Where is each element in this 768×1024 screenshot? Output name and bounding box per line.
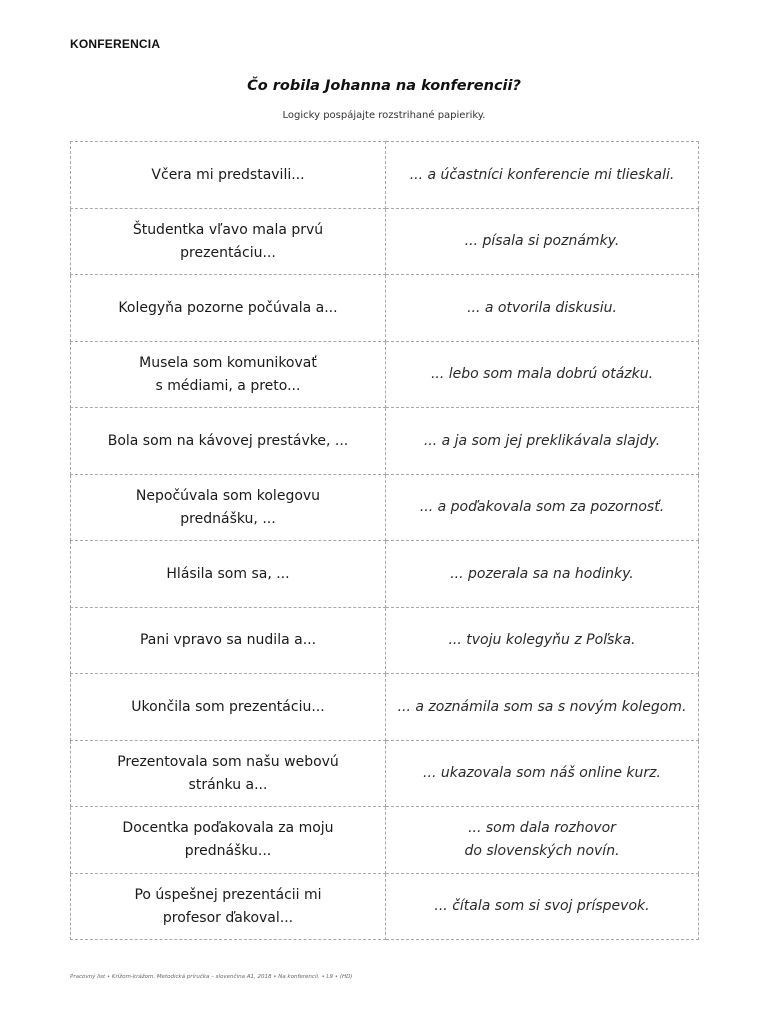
card-text-line: s médiami, a preto... xyxy=(155,377,301,394)
card-text-line: ... ukazovala som náš online kurz. xyxy=(423,765,661,781)
card-text-line: prezentáciu... xyxy=(180,244,276,261)
card-text-line: prednášku... xyxy=(184,843,272,859)
card-text-line: ... tvoju kolegyňu z Poľska. xyxy=(448,632,636,648)
sentence-start-card xyxy=(71,342,386,408)
sentence-start-card xyxy=(71,275,386,342)
cut-out-cards-table xyxy=(70,141,699,940)
section-label: KONFERENCIA xyxy=(70,37,161,51)
sentence-end-card xyxy=(386,541,699,608)
card-text-line: ... a zoznámila som sa s novým kolegom. xyxy=(397,698,687,715)
sentence-start-card xyxy=(71,209,386,275)
card-text-line: ... lebo som mala dobrú otázku. xyxy=(430,366,654,382)
card-text-line: Hlásila som sa, ... xyxy=(166,565,290,582)
card-text-line: stránku a... xyxy=(188,776,268,793)
sentence-end-card xyxy=(386,874,699,940)
sentence-start-card xyxy=(71,142,386,209)
card-text-line: Pani vpravo sa nudila a... xyxy=(139,632,317,648)
card-row xyxy=(71,209,699,275)
sentence-end-card xyxy=(386,142,699,209)
sentence-start-card xyxy=(71,608,386,674)
sentence-start-card xyxy=(71,741,386,807)
card-text-line: ... a účastníci konferencie mi tlieskali. xyxy=(409,166,675,183)
card-text-line: Po úspešnej prezentácii mi xyxy=(134,886,322,903)
card-text-line: prednášku, ... xyxy=(180,510,276,527)
sentence-end-card xyxy=(386,741,699,807)
card-text-line: ... pozerala sa na hodinky. xyxy=(450,565,634,582)
card-text-line: ... a poďakovala som za pozornosť. xyxy=(419,499,665,515)
sentence-end-card xyxy=(386,674,699,741)
card-text-line: ... som dala rozhovor xyxy=(468,820,616,836)
card-text-line: ... a otvorila diskusiu. xyxy=(467,299,617,316)
card-row xyxy=(71,674,699,741)
sentence-start-card xyxy=(71,408,386,475)
sentence-end-card xyxy=(386,408,699,475)
card-text-line: do slovenských novín. xyxy=(464,843,620,859)
card-row xyxy=(71,475,699,541)
card-text-line: Včera mi predstavili... xyxy=(151,166,305,183)
card-text-line: ... a ja som jej preklikávala slajdy. xyxy=(423,432,661,449)
sentence-end-card xyxy=(386,209,699,275)
worksheet-instruction: Logicky pospájajte rozstrihané papieriky. xyxy=(282,110,486,121)
sentence-start-card xyxy=(71,674,386,741)
card-text-line: Nepočúvala som kolegovu xyxy=(135,487,321,504)
card-text-line: Kolegyňa pozorne počúvala a... xyxy=(118,299,338,316)
card-text-line: ... čítala som si svoj príspevok. xyxy=(434,898,650,914)
card-text-line: Musela som komunikovať xyxy=(139,354,317,371)
card-text-line: Ukončila som prezentáciu... xyxy=(131,698,325,715)
card-row xyxy=(71,608,699,674)
sentence-end-card xyxy=(386,275,699,342)
card-row xyxy=(71,807,699,874)
sentence-start-card xyxy=(71,807,386,874)
card-row xyxy=(71,541,699,608)
card-text-line: Prezentovala som našu webovú xyxy=(117,753,339,770)
card-text-line: Študentka vľavo mala prvú xyxy=(132,221,324,238)
card-row xyxy=(71,741,699,807)
sentence-end-card xyxy=(386,475,699,541)
sentence-start-card xyxy=(71,475,386,541)
card-text-line: profesor ďakoval... xyxy=(162,909,294,926)
footer-credit: Pracovný list • Krížom-krážom. Metodická príručka – slovenčina A1, 2018 • Na konferencii. • L9 • (HD) xyxy=(70,974,353,980)
card-text-line: Bola som na kávovej prestávke, ... xyxy=(107,432,349,449)
sentence-end-card xyxy=(386,807,699,874)
worksheet-title: Čo robila Johanna na konferencii? xyxy=(247,78,521,94)
sentence-end-card xyxy=(386,608,699,674)
sentence-start-card xyxy=(71,541,386,608)
card-row xyxy=(71,874,699,940)
card-text-line: Docentka poďakovala za moju xyxy=(122,820,334,836)
sentence-start-card xyxy=(71,874,386,940)
card-row xyxy=(71,142,699,209)
card-text-line: ... písala si poznámky. xyxy=(464,233,620,249)
sentence-end-card xyxy=(386,342,699,408)
card-row xyxy=(71,342,699,408)
card-row xyxy=(71,408,699,475)
card-row xyxy=(71,275,699,342)
